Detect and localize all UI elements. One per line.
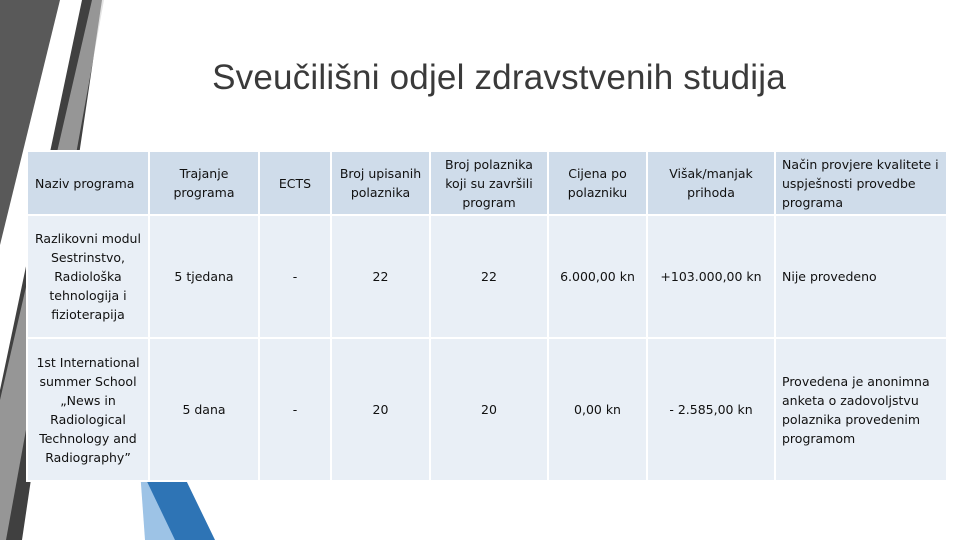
cell-naziv: Razlikovni modul Sestrinstvo, Radiološka tehnologija i fizioterapija [27, 215, 149, 338]
cell-provjera: Nije provedeno [775, 215, 947, 338]
col-header-zavrsili: Broj polaznika koji su završili program [430, 151, 548, 215]
programs-table [26, 150, 948, 482]
cell-visak: - 2.585,00 kn [647, 338, 775, 481]
cell-ects: - [259, 215, 331, 338]
table-header-row [27, 151, 947, 215]
col-header-cijena: Cijena po polazniku [548, 151, 647, 215]
table-row [27, 215, 947, 338]
col-header-upisanih: Broj upisanih polaznika [331, 151, 430, 215]
col-header-naziv: Naziv programa [27, 151, 149, 215]
cell-zavrsili: 22 [430, 215, 548, 338]
cell-zavrsili: 20 [430, 338, 548, 481]
cell-upisanih: 20 [331, 338, 430, 481]
cell-ects: - [259, 338, 331, 481]
cell-upisanih: 22 [331, 215, 430, 338]
col-header-ects: ECTS [259, 151, 331, 215]
page-title: Sveučilišni odjel zdravstvenih studija [212, 58, 786, 97]
col-header-trajanje: Trajanje programa [149, 151, 259, 215]
cell-cijena: 6.000,00 kn [548, 215, 647, 338]
cell-naziv: 1st International summer School „News in Radiological Technology and Radiography” [27, 338, 149, 481]
col-header-provjera: Način provjere kvalitete i uspješnosti provedbe programa [775, 151, 947, 215]
cell-provjera: Provedena je anonimna anketa o zadovoljstvu polaznika provedenim programom [775, 338, 947, 481]
cell-trajanje: 5 dana [149, 338, 259, 481]
cell-cijena: 0,00 kn [548, 338, 647, 481]
table-row [27, 338, 947, 481]
col-header-visak: Višak/manjak prihoda [647, 151, 775, 215]
cell-trajanje: 5 tjedana [149, 215, 259, 338]
cell-visak: +103.000,00 kn [647, 215, 775, 338]
